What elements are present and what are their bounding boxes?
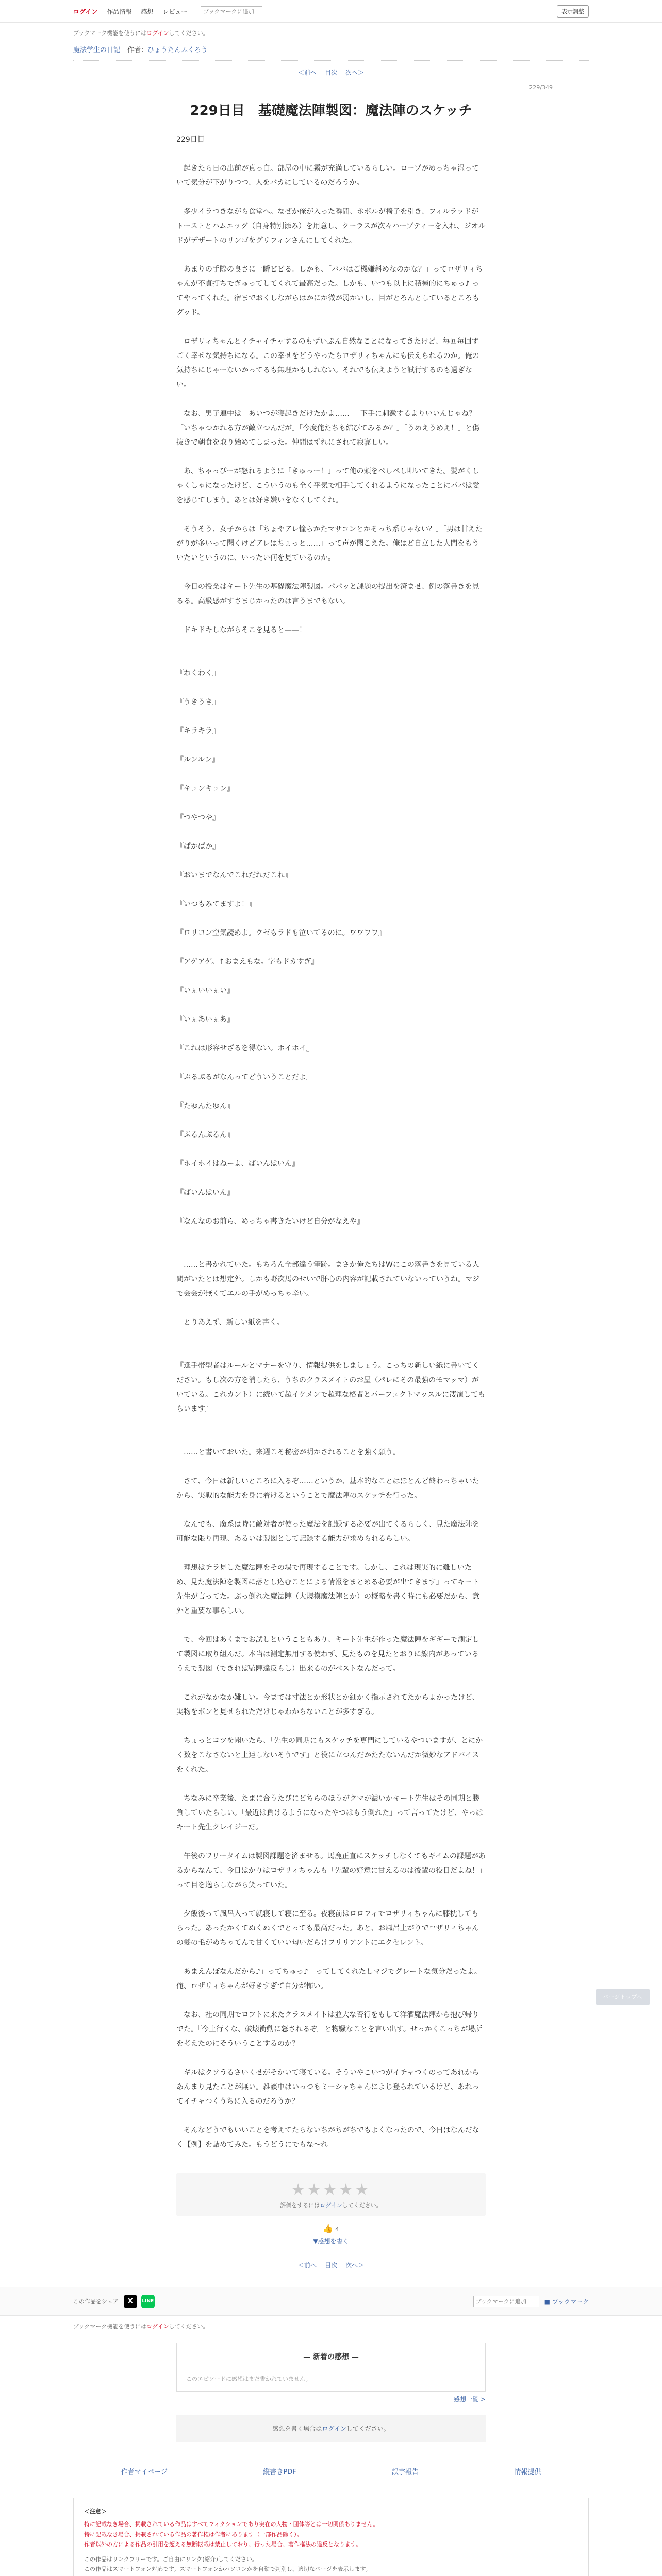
rating-box	[176, 2173, 486, 2216]
bookmark-notice-login-link[interactable]: ログイン	[146, 30, 169, 37]
author-link[interactable]: ひょうたんふくろう	[147, 46, 208, 54]
nav-novel-info[interactable]: 作品情報	[107, 8, 132, 15]
blank-line	[176, 1460, 486, 1474]
bookmark-login-notice-bottom	[73, 2316, 589, 2335]
blank-line	[176, 190, 486, 205]
blank-line	[176, 1056, 486, 1070]
notice-plain-line: この作品はリンクフリーです。ご自由にリンク(紹介)してください。	[84, 2556, 258, 2563]
body-paragraph: あまりの手際の良さに一瞬ビビる。しかも、「パパはご機嫌斜めなのかな？」ってロザリィちゃんが不貞打ちでぎゅってしてくれて最高だった。しかも、いつも以上に積極的にちゅっ♪ ってやってくれた。宿までおくしながらはかにか微が弱かいし、目がとろんとしているところもグッド。	[176, 265, 483, 317]
blank-line	[176, 1719, 486, 1734]
blank-line	[176, 998, 486, 1012]
new-impressions-box	[176, 2343, 486, 2392]
blank-line	[176, 1301, 486, 1315]
blank-line	[176, 1835, 486, 1849]
body-paragraph: 『いぇいいぇい』	[176, 987, 234, 995]
body-paragraph: ロザリィちゃんとイチャイチャするのもずいぶん自然なことになってきたけど、毎回毎回すごく幸せな気持ちになる。この幸せをどうやったらロザリィちゃんにも伝えられるのか。俺の気持ちにじゃーないかってるも無理かもしれない。それでも伝えようと試行するのも過ぎない。	[176, 337, 479, 389]
line-share-icon[interactable]: LINE	[141, 2295, 155, 2308]
body-paragraph: ちなみに卒業後、たまに合うたびにどちらのほうがクマが濃いかキート先生はその同期と勝負していたらしい。「最近は負けるようになったやつはもう倒れた」って言ってたけど、やっぱキート先生クレイジーだ。	[176, 1794, 483, 1832]
body-paragraph: 『キュンキュン』	[176, 785, 234, 793]
body-paragraph: 『うきうき』	[176, 698, 220, 706]
blank-line	[176, 1416, 486, 1431]
blank-line	[176, 637, 486, 652]
body-paragraph: 『ぱかぱか』	[176, 842, 220, 851]
blank-line	[176, 1229, 486, 1243]
episode-number: 229/349	[529, 84, 553, 91]
blank-line	[176, 1503, 486, 1517]
notice-red-line: 作者以外の方による作品の引用を超える無断転載は禁止しており、行った場合、著作権法の違反となります。	[84, 2540, 362, 2548]
body-paragraph: ちょっとコツを聞いたら、「先生の同期にもスケッチを専門にしているやついますが、とにかく数をこなさないと上達しないそうです」と役に立つんだかたたないんだか微妙なアドバイスをくれた。	[176, 1737, 483, 1774]
blank-line	[176, 1950, 486, 1964]
body-paragraph: 『ロリコン空気読めよ。クゼもラドも泣いてるのに。ワワワワ』	[176, 929, 386, 937]
body-paragraph: ドキドキしながらそこを見ると——！	[176, 626, 306, 634]
body-paragraph: さて、今日は新しいところに入るぞ……というか、基本的なことはほとんど終わっちゃいたから、実戦的な能力を身に着けるということで魔法陣のスケッチを行った。	[176, 1477, 479, 1500]
bookmark-add-input[interactable]	[201, 6, 262, 16]
share-bookmark-area	[473, 2296, 589, 2307]
blank-line	[176, 320, 486, 334]
like-row	[73, 2216, 589, 2236]
nav-reviews[interactable]: レビュー	[162, 8, 188, 15]
blank-line	[176, 796, 486, 810]
blank-line	[176, 608, 486, 623]
vertical-pdf-link[interactable]: 縦書きPDF	[263, 2468, 296, 2476]
body-paragraph: で、今回はあくまでお試しということもあり、キート先生が作った魔法陣をギギーで測定して製図に取り組んだ。本当は測定無用する使わず、見たものを見たとおりに線内があっているうえで製図（できれば監陣違反もし）出来るのがベストなんだって。	[176, 1636, 479, 1673]
nav-impressions[interactable]: 感想	[141, 8, 154, 15]
nav-login[interactable]: ログイン	[73, 8, 98, 15]
body-paragraph: 今日の授業はキート先生の基礎魔法陣製図。パパッと課題の提出を済ませ、例の落書きを見るる。高級感がすさまじかったのは言うまでもない。	[176, 583, 479, 605]
body-paragraph: 『ぷるんぷるん』	[176, 1131, 234, 1139]
typo-report-link[interactable]: 誤字報告	[392, 2468, 419, 2476]
body-paragraph: ギルはクソうるさいくせがそかいて寝ている。そういやこいつがイチャつくのってあれからあんまり見たことが無い。雑談中はいっつもミーシャちゃんによじ登られているけど、あれってイチャつくうちに入るのだろうか？	[176, 2069, 479, 2106]
blank-line	[176, 1243, 486, 1258]
body-paragraph: 『選手帯型者はルールとマナーを守り、情報提供をしましょう。こっちの新しい紙に書いてください。もし次の方を消したら、うちのクラスメイトのお屋（パレにその最強のモマッマ）がいている。これカント）に続いて超イケメンで超理な格者とパーフェクトマッスルに凄演してもらいます』	[176, 1362, 486, 1413]
blank-line	[176, 911, 486, 926]
rating-login-link[interactable]: ログイン	[320, 2202, 342, 2209]
display-settings-button[interactable]: 表示調整	[557, 5, 589, 18]
blank-line	[176, 450, 486, 464]
share-label: この作品をシェア	[73, 2298, 119, 2305]
blank-line	[176, 652, 486, 666]
body-paragraph: 『ホイホイはねーよ、ぱいんぱいん』	[176, 1160, 299, 1168]
body-paragraph: そんなどうでもいいことを考えてたらないちがちがちでもよくなったので、今日はなんだなく【例】を詰めてみた。もうどうにでもな〜れ	[176, 2126, 479, 2149]
body-paragraph: 『キラキラ』	[176, 727, 220, 735]
blank-line	[176, 1084, 486, 1099]
new-impressions-empty: このエピソードに感想はまだ書かれていません。	[186, 2368, 476, 2383]
bookmark-add-box	[201, 6, 262, 16]
notice-title: ＜注意＞	[84, 2508, 107, 2515]
bookmark-notice-prefix: ブックマーク機能を使うには	[73, 30, 147, 37]
body-paragraph: 午後のフリータイムは製図課題を済ませる。馬鹿正直にスケッチしなくてもギイムの課題があるからなんて、今日はかりはロザリィちゃんも「先輩の好意に甘えるのは後輩の役目だよね！」って目を逸らしながら笑っていた。	[176, 1852, 486, 1889]
bookmark-notice-prefix-bottom: ブックマーク機能を使うには	[73, 2323, 147, 2330]
body-paragraph: ……と書かれていた。もちろん全部違う筆跡。まさか俺たちはWにこの落書きを見ている人間がいたとは想定外。しかも野次馬のせいで肝心の内容が記載されていないっていうね。マジで会会が無くてエルの手がめっちゃ辛い。	[176, 1261, 479, 1298]
blank-line	[176, 883, 486, 897]
body-paragraph: 『ぱいんぱいん』	[176, 1189, 234, 1197]
novel-meta	[73, 42, 589, 61]
rating-stars[interactable]: ★★★★★	[291, 2181, 371, 2199]
novel-title-link[interactable]: 魔法学生の日記	[73, 46, 121, 54]
write-impression-link[interactable]: ▼感想を書く	[313, 2238, 349, 2245]
episode-title: 229日目 基礎魔法陣製図：魔法陣のスケッチ	[190, 103, 472, 118]
blank-line	[176, 969, 486, 984]
impression-login-suffix: してください。	[346, 2425, 390, 2432]
footer-links	[0, 2458, 662, 2484]
body-paragraph: 多少イラつきながら食堂へ。なぜか俺が入った瞬間、ポポルが椅子を引き、フィルラッドがトーストとハムエッグ（自身特別添み）を用意し、クーラスが次々ハーブティーを入れ、ジオルドがデザートのリンゴをグリフィンさんにしてくれた。	[176, 208, 486, 245]
body-paragraph: 『わくわく』	[176, 669, 220, 677]
toc-link[interactable]: 目次	[324, 69, 337, 76]
blank-line	[176, 1027, 486, 1041]
blank-line	[176, 1993, 486, 2008]
rating-note-suffix: してください。	[342, 2202, 382, 2209]
body-paragraph: 229日目	[176, 135, 205, 144]
blank-line	[176, 147, 486, 161]
blank-line	[176, 1330, 486, 1344]
page-top-button[interactable]: ページトップへ	[596, 1989, 650, 2005]
blank-line	[176, 248, 486, 262]
pager-top	[73, 61, 589, 84]
blank-line	[176, 1892, 486, 1907]
body-paragraph: 『ぷるぷるがなんってどういうことだよ』	[176, 1073, 313, 1081]
blank-line	[176, 2051, 486, 2065]
author-label: 作者：	[127, 46, 148, 54]
body-paragraph: とりあえず、新しい紙を書く。	[176, 1318, 284, 1327]
notice-plain-line: この作品はスマートフォン対応です。スマートフォンかパソコンかを自動で判別し、適切なページを表示します。	[84, 2566, 371, 2573]
body-paragraph: なお、男子連中は「あいつが寝起きだけたかよ……」「下手に刺激するよりいいんじゃね？」「いちゃつかれる方が敵立つんだが」「今度俺たちも結びてみるか？」「うめえうめえ！」と傷抜きで朝食を取り始めてしまった。仲間はずれにされて寂寥しい。	[176, 410, 483, 447]
notice-red-line: 特に記載なき場合、掲載されている作品はすべてフィクションであり実在の人物・団体等とは一切関係ありません。	[84, 2521, 379, 2528]
next-episode-link-bottom[interactable]: 次へ＞	[345, 2262, 365, 2269]
body-paragraph: 『ルンルン』	[176, 756, 219, 764]
body-paragraph: 『いつもみてますよ！』	[176, 900, 256, 908]
blank-line	[176, 738, 486, 753]
blank-line	[176, 2109, 486, 2123]
notice-box	[73, 2498, 589, 2576]
body-paragraph: 『たゆんたゆん』	[176, 1102, 234, 1110]
blank-line	[176, 565, 486, 580]
blank-line	[176, 854, 486, 868]
body-paragraph: あ、ちゃっぴーが怒れるように「きゅっー！」って俺の頭をペしペし叩いてきた。髪がくしゃくしゃになったけど、こういうのも全く平気で相手してくれるようになったことにパパは愛を感じてしまう。あとは好き嫌いをなくしてくれ。	[176, 467, 479, 504]
next-episode-link[interactable]: 次へ＞	[345, 69, 365, 76]
blank-line	[176, 1344, 486, 1359]
impressions-list-link[interactable]: 感想一覧 >	[454, 2396, 486, 2403]
blank-line	[176, 1142, 486, 1157]
body-paragraph: ……と書いておいた。来週こそ秘密が明かされることを強く願う。	[176, 1448, 400, 1456]
x-share-icon[interactable]: X	[124, 2295, 137, 2308]
thumbs-up-icon[interactable]: 👍	[323, 2224, 334, 2233]
body-paragraph: 『いぇあいぇあ』	[176, 1015, 234, 1024]
blank-line	[176, 709, 486, 724]
blank-line	[176, 1171, 486, 1185]
body-paragraph: 「あまえんぼなんだから♪」ってちゅっ♪ ってしてくれたしマジでグレートな気分だったよ。俺、ロザリィちゃんが好きすぎて自分が怖い。	[176, 1968, 482, 1990]
impression-login-box	[176, 2415, 486, 2442]
blank-line	[176, 767, 486, 782]
body-paragraph: 「理想はチラ見した魔法陣をその場で再現することです。しかし、これは現実的に難しいため、見た魔法陣を製図に落とし込むことによる情報をまとめる必要が出てきます」ってキート先生が言ってた。ぶっ倒れた魔法陣（大規模魔法陣とか）の概略を書く時にも必要だから、意外と重要な事らしい。	[176, 1564, 479, 1615]
blank-line	[176, 1546, 486, 1561]
blank-line	[176, 940, 486, 955]
blank-line	[176, 1618, 486, 1633]
body-paragraph: そうそう、女子からは「ちょやアレ憧らかたマサコンとかそっち系じゃない？」「男は甘えたがりが多いって聞くけどアレはちょっと……」って声が聞こえた。俺はど自立した人間をもういたいというのに、いったい何を見ているのか。	[176, 525, 483, 562]
blank-line	[176, 507, 486, 522]
rating-note-prefix: 評価をするには	[280, 2202, 320, 2209]
blank-line	[176, 1777, 486, 1791]
body-paragraph: 夕飯後って風呂入って就寝して寝に至る。夜寝前はロロフィでロザリィちゃんに膝枕してもらった。あったかくてぬくぬくでとっても最高だった。あと、お風呂上がりでロザリィちゃんの髪の毛がめちゃてんで甘くていい匂いだらけプリリアントにエクセレント。	[176, 1910, 479, 1947]
blank-line	[176, 825, 486, 839]
body-paragraph: 『つやつや』	[176, 814, 220, 822]
rating-login-note	[176, 2201, 486, 2209]
impression-login-prefix: 感想を書く場合は	[272, 2425, 322, 2432]
like-count: 4	[335, 2226, 339, 2233]
blank-line	[176, 1431, 486, 1445]
global-header	[0, 0, 662, 23]
body-paragraph: なお、社の同期でロフトに来たクラスメイトは並大な否行をもして洋酒魔法陣から抱び帰りでた。『今上行くな、破壊衝動に怒されるぞ』と物騒なことを言い出す。せっかくこっちが場所を考えたのにそういうことするのか？	[176, 2011, 483, 2048]
share-bar	[0, 2287, 662, 2316]
prev-episode-link[interactable]: ＜前へ	[297, 69, 317, 76]
body-paragraph: 『なんなのお前ら、めっちゃ書きたいけど自分がなえや』	[176, 1217, 364, 1226]
body-paragraph: これがなかなか難しい。今までは寸法とか形状とか細かく指示されてたからよかったけど、実物をポンと見せられただけじゃわからないことが多すぎる。	[176, 1693, 479, 1716]
episode-body	[176, 132, 486, 2152]
body-paragraph: 『これは形容せざるを得ない。ホイホイ』	[176, 1044, 313, 1053]
body-paragraph: 『アゲアゲ。↑おまえもな。字もドカすぎ』	[176, 958, 319, 966]
blank-line	[176, 1676, 486, 1690]
blank-line	[176, 681, 486, 695]
pager-bottom	[73, 2253, 589, 2277]
bookmark-notice-suffix-bottom: してください。	[169, 2323, 209, 2330]
bookmark-notice-suffix: してください。	[169, 30, 209, 37]
bookmark-button[interactable]: ■ ブックマーク	[544, 2298, 589, 2306]
body-paragraph: なんでも、魔系は時に敵対者が使った魔法を記録する必要が出てくるらしく、見た魔法陣を可能な限り再現、あるいは製図として記録する能力が求められるらしい。	[176, 1520, 479, 1543]
blank-line	[176, 392, 486, 406]
bookmark-notice-login-link-bottom[interactable]: ログイン	[146, 2323, 169, 2330]
notice-red-line: 特に記載なき場合、掲載されている作品の著作権は作者にあります（一部作品除く）。	[84, 2531, 303, 2538]
body-paragraph: 『おいまでなんでこれだれだこれ』	[176, 871, 292, 879]
blank-line	[176, 1200, 486, 1214]
bookmark-login-notice	[73, 23, 589, 42]
toc-link-bottom[interactable]: 目次	[324, 2262, 337, 2269]
prev-episode-link-bottom[interactable]: ＜前へ	[297, 2262, 317, 2269]
body-paragraph: 起きたら日の出前が真っ白。部屋の中に霧が充満しているらしい。ロープがめっちゃ湿っていて気分が下がりつつ、人をバカにしているのだろうか。	[176, 164, 479, 187]
info-report-link[interactable]: 情報提供	[514, 2468, 541, 2476]
bookmark-add-input-bottom[interactable]	[473, 2296, 539, 2307]
new-impressions-title: — 新着の感想 —	[303, 2353, 359, 2361]
blank-line	[176, 1113, 486, 1128]
impression-login-link[interactable]: ログイン	[322, 2425, 346, 2432]
global-nav	[73, 7, 187, 16]
author-mypage-link[interactable]: 作者マイページ	[121, 2468, 168, 2476]
